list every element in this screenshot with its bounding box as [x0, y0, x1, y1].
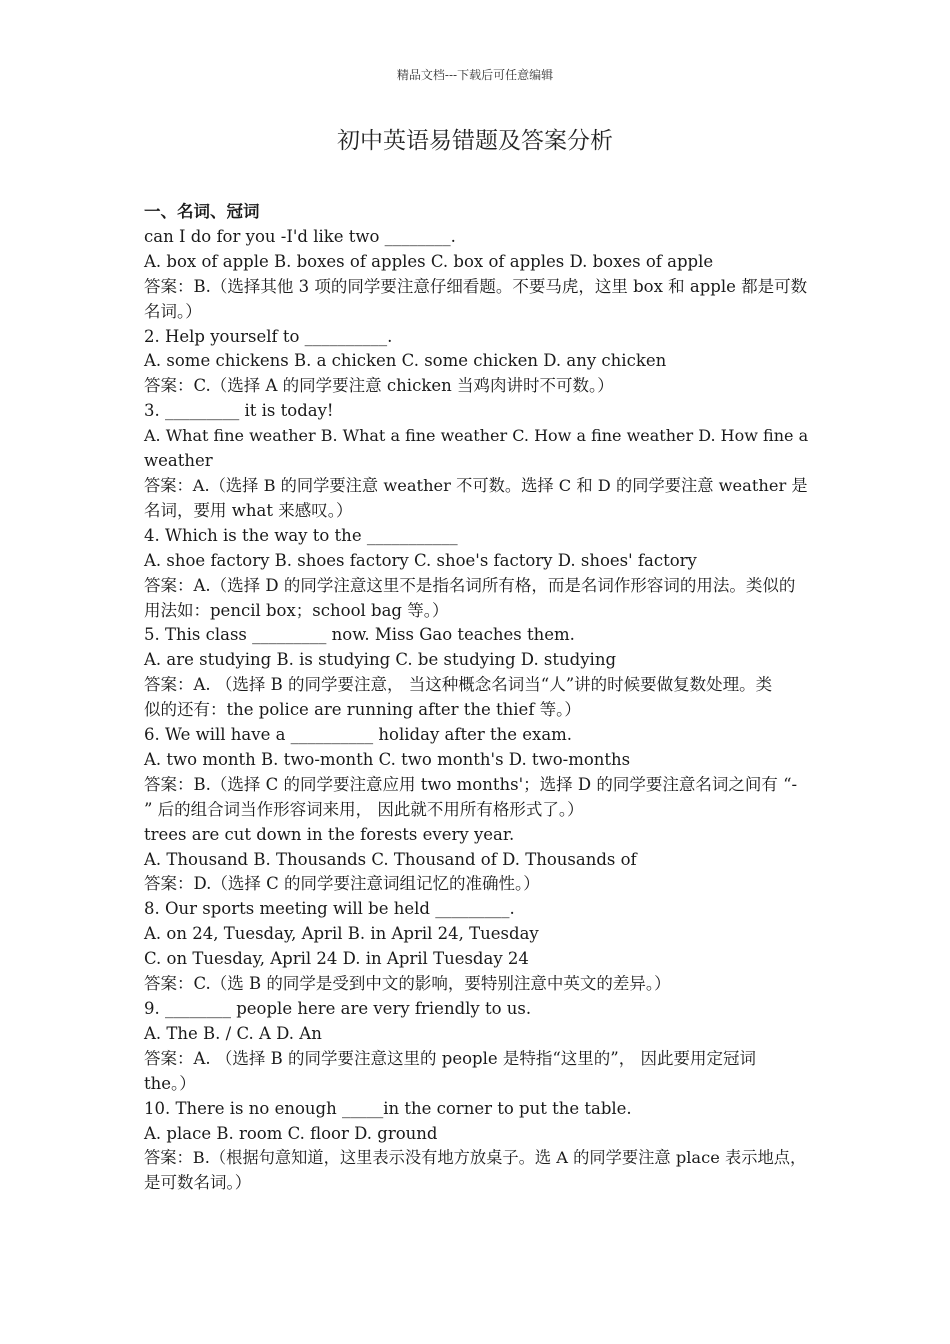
text-line: 8. Our sports meeting will be held _________.	[144, 899, 515, 919]
text-line: A. shoe factory B. shoes factory C. shoe's factory D. shoes' factory	[144, 550, 697, 570]
text-line: C. on Tuesday, April 24 D. in April Tuesday 24	[144, 949, 529, 969]
text-line: 答案：A. （选择 B 的同学要注意， 当这种概念名词当“人”讲的时候要做复数处理。类	[144, 675, 773, 695]
text-line: A. are studying B. is studying C. be studying D. studying	[144, 650, 617, 670]
text-line: 2. Help yourself to __________.	[144, 326, 393, 346]
text-line: A. two month B. two-month C. two month's D. two-months	[144, 749, 631, 769]
text-line: 5. This class _________ now. Miss Gao teaches them.	[144, 625, 575, 645]
page-header: 精品文档---下载后可任意编辑	[396, 68, 554, 82]
text-line: 答案：C.（选 B 的同学是受到中文的影响，要特别注意中英文的差异。）	[144, 974, 671, 994]
text-line: 答案：B.（选择 C 的同学要注意应用 two months'；选择 D 的同学要注意名词之间有 “-	[144, 774, 798, 794]
text-line: 10. There is no enough _____in the corner to put the table.	[144, 1098, 632, 1118]
text-line: 似的还有：the police are running after the thief 等。）	[144, 700, 581, 720]
document-title: 初中英语易错题及答案分析	[337, 128, 613, 154]
text-line: the。）	[144, 1073, 196, 1093]
text-line: 答案：A.（选择 D 的同学注意这里不是指名词所有格，而是名词作形容词的用法。类似的	[144, 575, 796, 595]
text-line: ” 后的组合词当作形容词来用， 因此就不用所有格形式了。）	[144, 799, 584, 819]
text-line: 是可数名词。）	[144, 1173, 252, 1193]
text-line: 用法如：pencil box；school bag 等。）	[144, 600, 449, 620]
text-line: 答案：D.（选择 C 的同学要注意词组记忆的准确性。）	[144, 874, 540, 894]
section-heading: 一、名词、冠词	[144, 202, 260, 221]
text-line: A. place B. room C. floor D. ground	[144, 1123, 438, 1143]
text-line: 3. _________ it is today!	[144, 401, 334, 421]
text-line: 名词，要用 what 来感叹。）	[144, 500, 353, 520]
text-line: 4. Which is the way to the ___________	[144, 525, 458, 545]
text-line: 名词。）	[144, 301, 202, 321]
text-line: A. some chickens B. a chicken C. some chicken D. any chicken	[144, 351, 667, 371]
text-line: A. on 24, Tuesday, April B. in April 24, Tuesday	[144, 924, 539, 944]
text-line: 答案：B.（选择其他 3 项的同学要注意仔细看题。不要马虎，这里 box 和 apple 都是可数	[144, 276, 808, 296]
text-line: can I do for you -I'd like two ________.	[144, 226, 456, 246]
text-line: trees are cut down in the forests every year.	[144, 824, 515, 844]
text-line: A. box of apple B. boxes of apples C. box of apples D. boxes of apple	[144, 251, 714, 271]
text-line: weather	[144, 451, 213, 471]
text-line: A. What fine weather B. What a fine weather C. How a fine weather D. How fine a	[144, 426, 809, 446]
text-line: 答案：C.（选择 A 的同学要注意 chicken 当鸡肉讲时不可数。）	[144, 376, 614, 396]
text-line: 9. ________ people here are very friendly to us.	[144, 999, 532, 1018]
document-body	[144, 200, 812, 1196]
text-line: 答案：A. （选择 B 的同学要注意这里的 people 是特指“这里的”， 因此要用定冠词	[144, 1048, 756, 1068]
text-line: 6. We will have a __________ holiday after the exam.	[144, 725, 573, 745]
text-line: A. Thousand B. Thousands C. Thousand of D. Thousands of	[144, 849, 637, 869]
text-line: 答案：B.（根据句意知道，这里表示没有地方放桌子。选 A 的同学要注意 place 表示地点，	[144, 1148, 807, 1168]
text-line: A. The B. / C. A D. An	[144, 1023, 322, 1043]
text-line: 答案：A.（选择 B 的同学要注意 weather 不可数。选择 C 和 D 的同学要注意 weather 是	[144, 475, 808, 495]
